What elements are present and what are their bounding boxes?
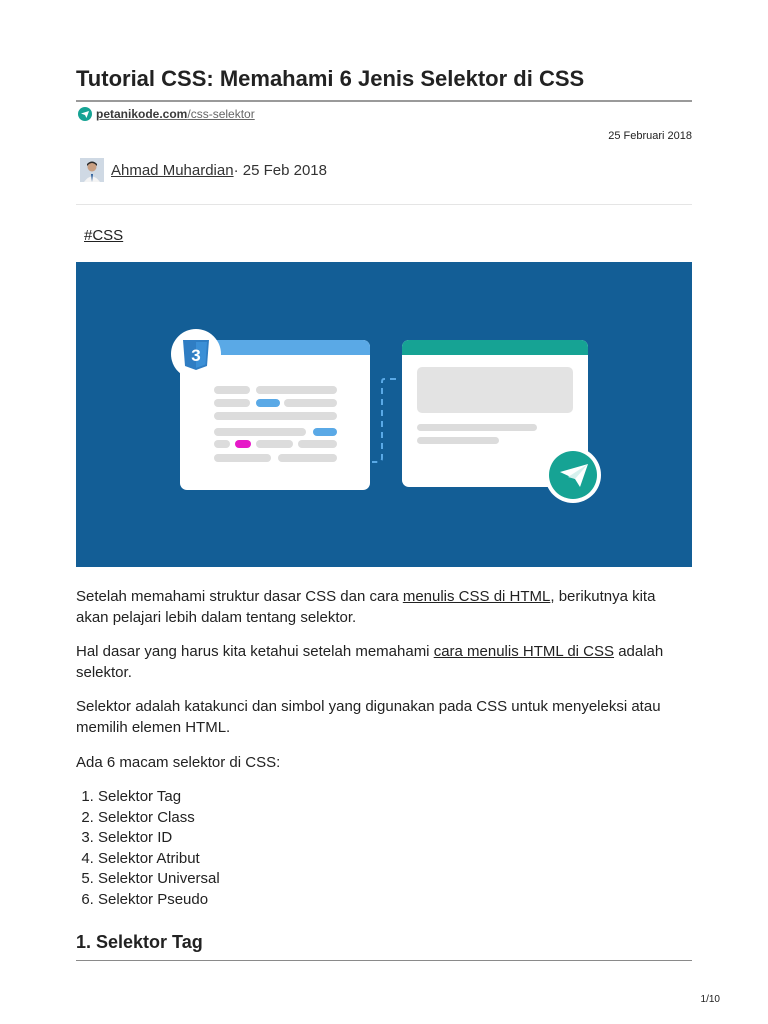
link-menulis-css-di-html[interactable]: menulis CSS di HTML (402, 588, 551, 605)
author-line (80, 158, 327, 182)
css3-badge-icon (171, 329, 221, 379)
paragraph-2: Hal dasar yang harus kita ketahui setelah memahami cara menulis HTML di CSS adalah selektor. (76, 643, 664, 681)
author-date: · 25 Feb 2018 (233, 161, 327, 179)
list-item: 3. Selektor ID (98, 828, 220, 849)
avatar[interactable] (80, 158, 104, 182)
publish-date: 25 Februari 2018 (608, 130, 692, 142)
header-divider (76, 204, 692, 205)
hero-illustration (76, 262, 692, 567)
source-link[interactable] (78, 107, 255, 121)
article-title: Tutorial CSS: Memahami 6 Jenis Selektor di CSS (76, 66, 585, 91)
list-item: 1. Selektor Tag (98, 787, 220, 808)
paragraph-3: Selektor adalah katakunci dan simbol yang digunakan pada CSS untuk menyeleksi atau memilih elemen HTML. (76, 698, 661, 736)
list-item: 2. Selektor Class (98, 808, 220, 829)
title-divider (76, 100, 692, 102)
source-domain: petanikode.com (96, 107, 188, 121)
page-number: 1/10 (700, 994, 720, 1005)
list-item: 6. Selektor Pseudo (98, 890, 220, 911)
source-path: /css-selektor (187, 107, 255, 121)
source-url[interactable] (96, 107, 255, 121)
paragraph-4: Ada 6 macam selektor di CSS: (76, 754, 281, 771)
selector-list (76, 787, 220, 911)
hero-image (76, 262, 692, 567)
tag-css-link[interactable]: #CSS (84, 227, 124, 244)
section-heading: 1. Selektor Tag (76, 932, 203, 952)
avatar-image (80, 158, 104, 182)
paragraph-1: Setelah memahami struktur dasar CSS dan cara menulis CSS di HTML, berikutnya kita akan pelajari lebih dalam tentang selektor. (76, 588, 656, 626)
list-item: 4. Selektor Atribut (98, 849, 220, 870)
author-name-link[interactable]: Ahmad Muhardian (111, 161, 234, 179)
css3-badge-number: 3 (191, 346, 201, 365)
link-cara-menulis-html-di-css[interactable]: cara menulis HTML di CSS (433, 643, 615, 660)
section-divider (76, 960, 692, 961)
petanikode-logo-icon (78, 107, 92, 121)
list-item: 5. Selektor Universal (98, 869, 220, 890)
paper-plane-badge-icon (545, 447, 601, 503)
